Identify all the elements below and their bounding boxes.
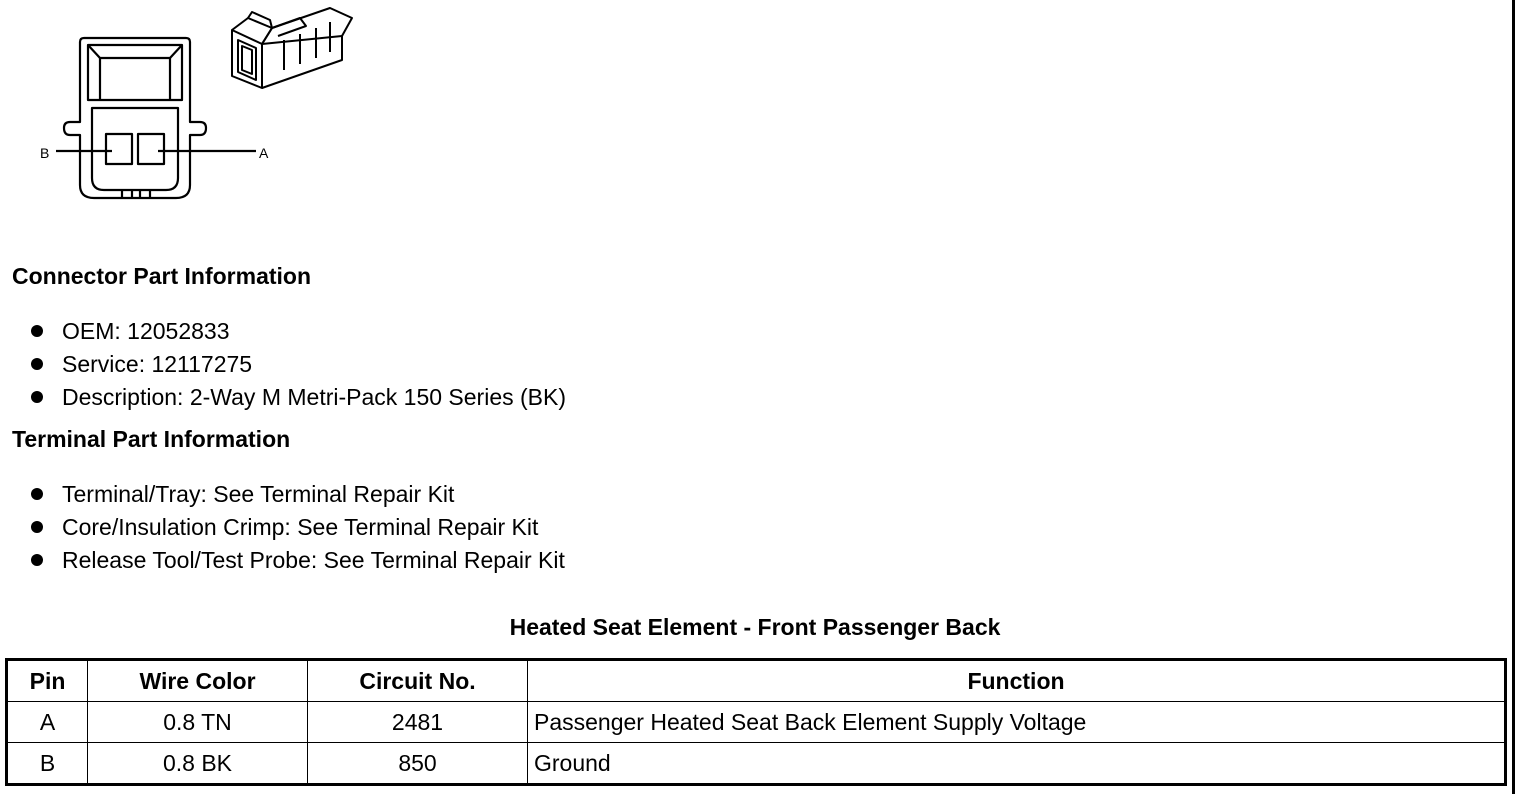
function-cell: Passenger Heated Seat Back Element Supply Voltage [528,702,1506,743]
connector-part-info-list [28,318,566,417]
bullet-icon [31,358,43,370]
pin-label-b: B [40,145,50,161]
table-row [7,702,1506,743]
terminal-b [106,134,132,164]
connector-latch [88,45,182,100]
circuit-no-cell: 2481 [308,702,528,743]
connector-diagram [0,0,380,215]
pin-label-a: A [259,145,269,161]
connector-part-info-heading: Connector Part Information [12,263,312,289]
table-header-row [7,660,1506,702]
pin-table-title: Heated Seat Element - Front Passenger Back [509,614,1001,640]
list-item: Core/Insulation Crimp: See Terminal Repair Kit [28,514,565,547]
bullet-icon [31,554,43,566]
page-right-border [1512,0,1515,794]
column-header-pin: Pin [7,660,88,702]
list-item: Terminal/Tray: See Terminal Repair Kit [28,481,565,514]
circuit-no-cell: 850 [308,743,528,785]
list-item: Release Tool/Test Probe: See Terminal Repair Kit [28,547,565,580]
connector-isometric-view [232,8,352,88]
bullet-icon [31,325,43,337]
terminal-part-info-heading: Terminal Part Information [12,426,291,452]
column-header-circuit-no: Circuit No. [308,660,528,702]
pin-table [5,658,1507,786]
bullet-icon [31,488,43,500]
bullet-icon [31,521,43,533]
connector-face-outline [64,38,206,198]
pin-cell: A [7,702,88,743]
bullet-icon [31,391,43,403]
pin-cell: B [7,743,88,785]
list-item: Service: 12117275 [28,351,566,384]
column-header-wire-color: Wire Color [88,660,308,702]
function-cell: Ground [528,743,1506,785]
column-header-function: Function [528,660,1506,702]
wire-color-cell: 0.8 BK [88,743,308,785]
list-item: Description: 2-Way M Metri-Pack 150 Series (BK) [28,384,566,417]
list-item: OEM: 12052833 [28,318,566,351]
terminal-a [138,134,164,164]
terminal-part-info-list [28,481,565,580]
wire-color-cell: 0.8 TN [88,702,308,743]
table-row [7,743,1506,785]
